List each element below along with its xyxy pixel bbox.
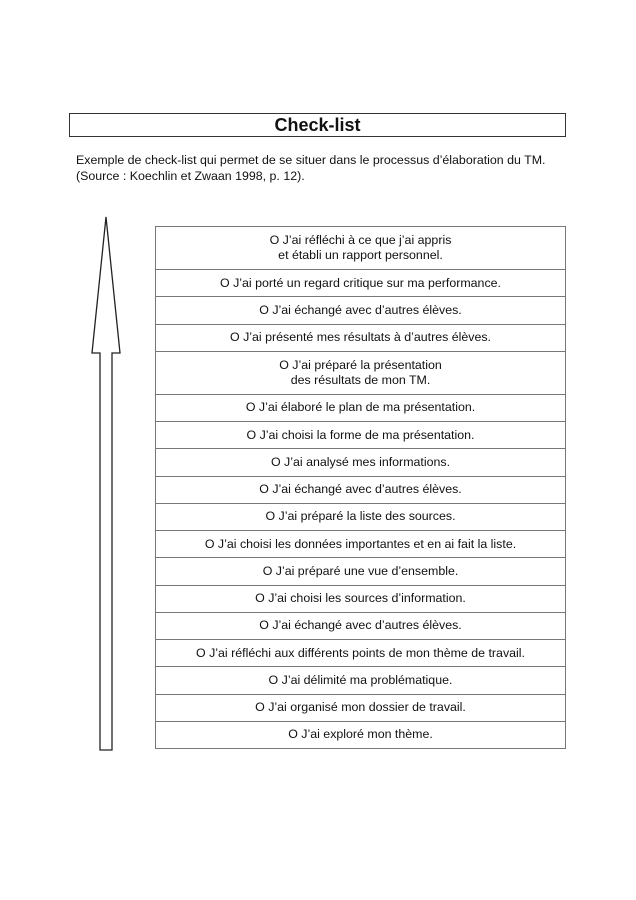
page-title-box — [69, 113, 566, 137]
checklist-item-text: O J’ai délimité ma problématique. — [268, 672, 453, 687]
checklist-item — [156, 297, 565, 324]
checklist-item-text: O J’ai préparé la liste des sources. — [265, 509, 456, 524]
checklist-item-text: O J’ai choisi les données importantes et en ai fait la liste. — [204, 536, 517, 551]
checklist-item — [156, 395, 565, 422]
checklist-item-text: O J’ai échangé avec d’autres élèves. — [259, 482, 462, 497]
checklist-item-text: O J’ai analysé mes informations. — [270, 454, 451, 469]
up-arrow-icon — [86, 215, 126, 755]
checklist-item-text: O J’ai élaboré le plan de ma présentation. — [245, 400, 476, 415]
checklist-item-text: O J’ai présenté mes résultats à d’autres élèves. — [229, 330, 491, 345]
intro-text — [76, 152, 556, 184]
checklist-item — [156, 325, 565, 352]
checklist-item-text: O J’ai choisi la forme de ma présentation. — [246, 427, 475, 442]
intro-source: (Source : Koechlin et Zwaan 1998, p. 12). — [76, 169, 305, 183]
checklist-item-text: O J’ai porté un regard critique sur ma performance. — [220, 275, 501, 290]
checklist-item-text: O J’ai réfléchi à ce que j’ai appris et établi un rapport personnel. — [269, 233, 452, 262]
checklist-item — [156, 227, 565, 270]
checklist-item — [156, 613, 565, 640]
checklist-item-text: O J’ai exploré mon thème. — [288, 727, 433, 742]
checklist-item — [156, 504, 565, 531]
page-title: Check-list — [274, 114, 361, 135]
checklist-item — [156, 586, 565, 613]
checklist-item — [156, 722, 565, 749]
checklist — [155, 226, 566, 749]
checklist-item — [156, 695, 565, 722]
checklist-item-text: O J’ai choisi les sources d’information. — [255, 591, 466, 606]
checklist-item — [156, 449, 565, 476]
checklist-item-text: O J’ai préparé une vue d’ensemble. — [262, 563, 459, 578]
checklist-item — [156, 531, 565, 558]
intro-description: Exemple de check-list qui permet de se situer dans le processus d’élaboration du TM. — [76, 153, 546, 167]
checklist-item — [156, 270, 565, 297]
checklist-item-text: O J’ai préparé la présentation des résultats de mon TM. — [279, 357, 442, 387]
checklist-item-text: O J’ai échangé avec d’autres élèves. — [259, 302, 462, 317]
up-arrow-shape — [92, 217, 120, 750]
checklist-item — [156, 667, 565, 694]
checklist-item — [156, 640, 565, 667]
checklist-item-text: O J’ai réfléchi aux différents points de mon thème de travail. — [196, 645, 525, 660]
checklist-item — [156, 422, 565, 449]
checklist-item — [156, 558, 565, 585]
checklist-item — [156, 477, 565, 504]
checklist-item-text: O J’ai échangé avec d’autres élèves. — [259, 618, 462, 633]
checklist-item-text: O J’ai organisé mon dossier de travail. — [255, 700, 466, 715]
checklist-item — [156, 352, 565, 395]
